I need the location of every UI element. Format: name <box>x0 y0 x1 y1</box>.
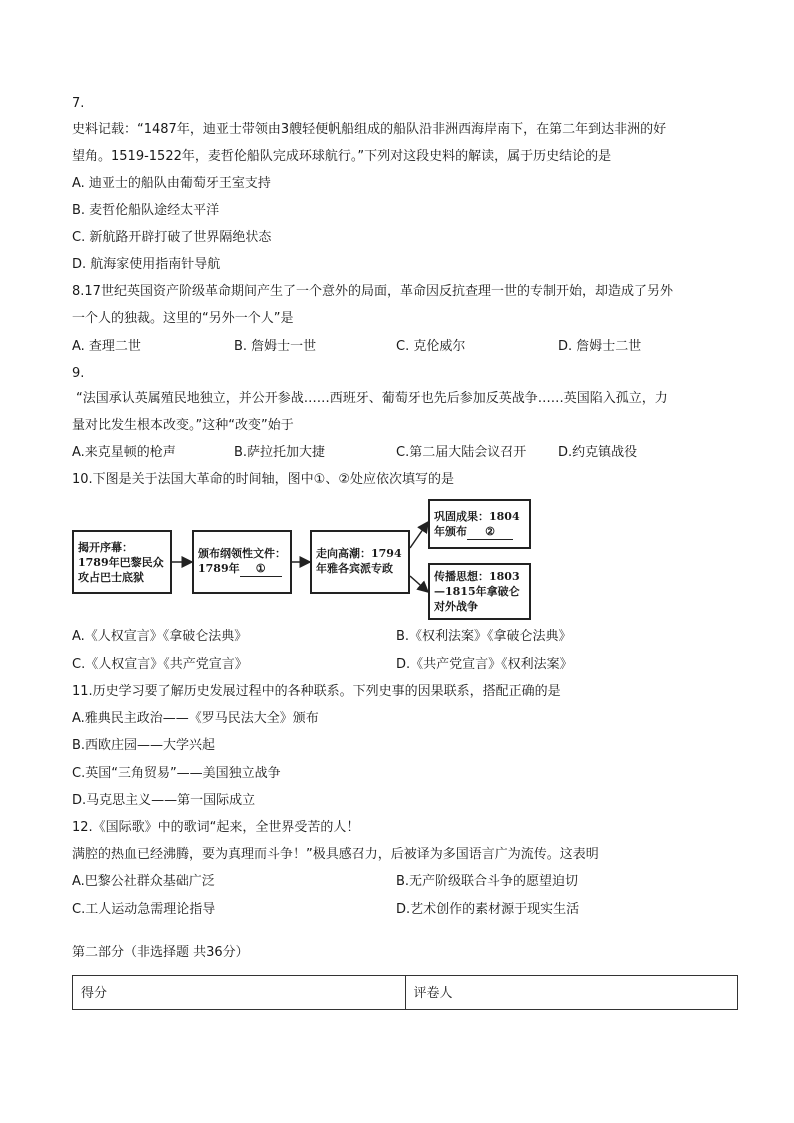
box5-line1: 传播思想：1803 <box>434 570 520 583</box>
q12-option-d: D.艺术创作的素材源于现实生活 <box>396 902 580 917</box>
q8-option-c: C. 克伦威尔 <box>396 339 466 354</box>
blank-1: ① <box>240 561 282 577</box>
q7-option-d: D. 航海家使用指南针导航 <box>72 257 221 272</box>
q8-option-d: D. 詹姆士二世 <box>558 339 642 354</box>
q7-option-c: C. 新航路开辟打破了世界隔绝状态 <box>72 230 272 245</box>
q7-stem-line2: 望角。1519-1522年，麦哲伦船队完成环球航行。”下列对这段史料的解读，属于历史结论的是 <box>72 149 612 164</box>
q8-stem-line2: 一个人的独裁。这里的“另外一个人”是 <box>72 311 294 326</box>
box1-line2: 1789年巴黎民众 <box>78 556 164 569</box>
score-cell: 得分 <box>81 986 108 1001</box>
box4-line1: 巩固成果：1804 <box>434 510 520 523</box>
q10-option-a: A.《人权宣言》《拿破仑法典》 <box>72 629 248 644</box>
q7-number: 7. <box>72 96 85 111</box>
q11-option-a: A.雅典民主政治——《罗马民法大全》颁布 <box>72 711 319 726</box>
q11-option-b: B.西欧庄园——大学兴起 <box>72 738 216 753</box>
q12-stem-line2: 满腔的热血已经沸腾，要为真理而斗争！”极具感召力，后被译为多国语言广为流传。这表明 <box>72 847 599 862</box>
q8-option-b: B. 詹姆士一世 <box>234 339 317 354</box>
q7-option-a: A. 迪亚士的船队由葡萄牙王室支持 <box>72 176 271 191</box>
q12-option-c: C.工人运动急需理论指导 <box>72 902 216 917</box>
box4-line2 <box>434 524 525 540</box>
arrow-4 <box>410 576 428 592</box>
q11-stem: 11.历史学习要了解历史发展过程中的各种联系。下列史事的因果联系，搭配正确的是 <box>72 684 561 699</box>
timeline-box-consolidate <box>428 499 531 549</box>
box2-line2 <box>198 561 286 577</box>
box1-line1: 揭开序幕： <box>78 541 133 554</box>
arrow-3 <box>410 522 428 548</box>
grader-cell: 评卷人 <box>405 976 738 1009</box>
q11-option-d: D.马克思主义——第一国际成立 <box>72 793 256 808</box>
q7-stem-line1: 史料记载：“1487年，迪亚士带领由3艘轻便帆船组成的船队沿非洲西海岸南下，在第二年到达非洲的好 <box>72 122 667 137</box>
box4-prefix: 年颁布 <box>434 525 467 538</box>
q12-option-b: B.无产阶级联合斗争的愿望迫切 <box>396 874 579 889</box>
q10-option-c: C.《人权宣言》《共产党宣言》 <box>72 657 248 672</box>
q9-option-d: D.约克镇战役 <box>558 445 638 460</box>
box3-line2: 年雅各宾派专政 <box>316 562 393 575</box>
q8-stem-line1: 8.17世纪英国资产阶级革命期间产生了一个意外的局面，革命因反抗查理一世的专制开始，却造成了另外 <box>72 284 673 299</box>
box2-line1: 颁布纲领性文件： <box>198 547 286 560</box>
q12-option-a: A.巴黎公社群众基础广泛 <box>72 874 215 889</box>
box3-line1: 走向高潮：1794 <box>316 547 402 560</box>
q12-stem-line1: 12.《国际歌》中的歌词“起来，全世界受苦的人！ <box>72 820 360 835</box>
timeline-box-document <box>192 530 292 594</box>
q9-stem-line2: 量对比发生根本改变。”这种“改变”始于 <box>72 418 294 433</box>
part2-heading: 第二部分（非选择题 共36分） <box>72 945 249 960</box>
box5-line2: —1815年拿破仑 <box>434 585 520 598</box>
timeline-box-climax <box>310 530 410 594</box>
score-table <box>72 975 738 1010</box>
box2-year: 1789年 <box>198 562 240 575</box>
q9-number: 9. <box>72 366 85 381</box>
q11-option-c: C.英国“三角贸易”——美国独立战争 <box>72 766 281 781</box>
q9-option-c: C.第二届大陆会议召开 <box>396 445 527 460</box>
timeline-box-opening <box>72 530 172 594</box>
timeline-box-spread <box>428 563 531 620</box>
blank-2: ② <box>467 524 513 540</box>
box1-line3: 攻占巴士底狱 <box>78 571 144 584</box>
q9-stem-line1: “法国承认英属殖民地独立，并公开参战……西班牙、葡萄牙也先后参加反英战争……英国陷入孤立，力 <box>76 391 668 406</box>
q9-option-a: A.来克星顿的枪声 <box>72 445 176 460</box>
box5-line3: 对外战争 <box>434 600 478 613</box>
q10-option-b: B.《权利法案》《拿破仑法典》 <box>396 629 572 644</box>
q8-option-a: A. 查理二世 <box>72 339 141 354</box>
q7-option-b: B. 麦哲伦船队途经太平洋 <box>72 203 220 218</box>
q10-stem: 10.下图是关于法国大革命的时间轴，图中①、②处应依次填写的是 <box>72 472 454 487</box>
q9-option-b: B.萨拉托加大捷 <box>234 445 326 460</box>
q10-option-d: D.《共产党宣言》《权利法案》 <box>396 657 573 672</box>
